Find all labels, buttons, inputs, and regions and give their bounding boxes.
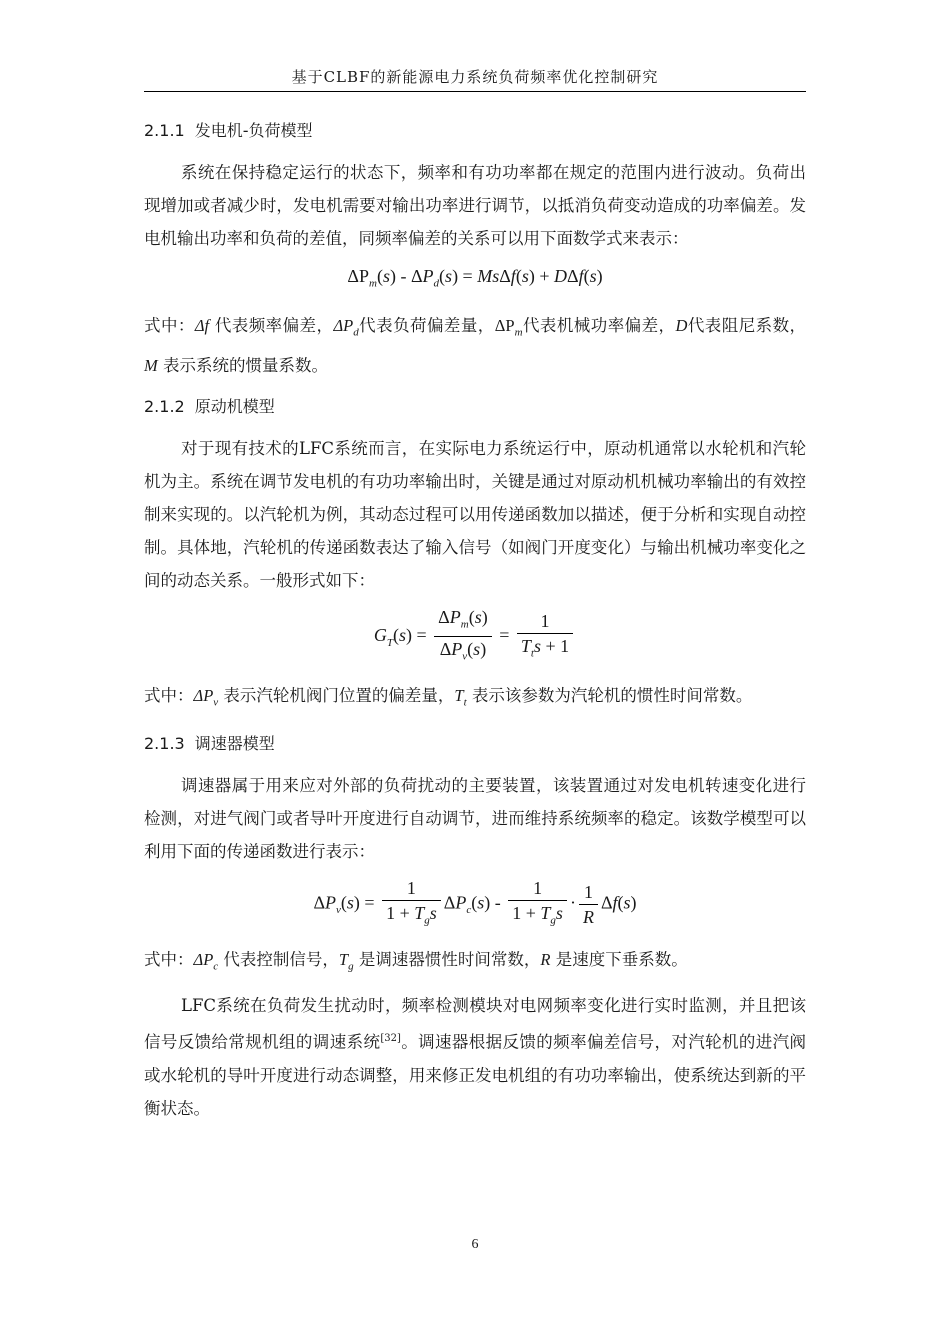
page-body bbox=[144, 112, 806, 1125]
section-title: 原动机模型 bbox=[194, 396, 275, 416]
section-number: 2.1.2 bbox=[144, 396, 185, 416]
equation-governor: $\Delta P_v(s)$ = $\frac{1}{1 + T_gs}$ $\Delta P_c(s)$ - $\frac{1}{1 + T_gs}$ · $\frac{1}{R}$ Δf(s) bbox=[313, 878, 637, 928]
section-title: 调速器模型 bbox=[194, 734, 275, 754]
where-paragraph: 式中：$\Delta P_c$ 代表控制信号，$T_g$ 是调速器惯性时间常数，R 是速度下垂系数。 bbox=[144, 949, 688, 973]
paragraph: 调速器属于用来应对外部的负荷扰动的主要装置，该装置通过对发电机转速变化进行检测，对进气阀门或者导叶开度进行自动调节，进而维持系统频率的稳定。该数学模型可以利用下面的传递函数进行表示： bbox=[144, 776, 806, 862]
paragraph: 对于现有技术的LFC系统而言，在实际电力系统运行中，原动机通常以水轮机和汽轮机为主。系统在调节发电机的有功功率输出时，关键是通过对原动机机械功率输出的有效控制来实现的。以汽轮机为例，其动态过程可以用传递函数加以描述，便于分析和实现自动控制。具体地，汽轮机的传递函数表达了输入信号（如阀门开度变化）与输出机械功率变化之间的动态关系。一般形式如下： bbox=[144, 438, 806, 590]
section-title: 发电机-负荷模型 bbox=[194, 121, 313, 140]
section-heading-2-1-1 bbox=[144, 118, 806, 144]
section-heading-2-1-3 bbox=[144, 731, 806, 757]
running-header: 基于CLBF的新能源电力系统负荷频率优化控制研究 bbox=[291, 68, 659, 86]
equation-turbine: $G_T(s)$ = $\frac{\Delta P_m(s)}{\Delta P_v(s)}$ = $\frac{1}{T_ts + 1}$ bbox=[144, 605, 806, 669]
where-paragraph: 式中：$\Delta P_v$ 表示汽轮机阀门位置的偏差量，$T_t$ 表示该参数为汽轮机的惯性时间常数。 bbox=[144, 686, 753, 709]
section-number: 2.1.3 bbox=[144, 734, 185, 754]
equation-generator-load: $\Delta P_m(s) - \Delta P_d(s) = Ms\Delta f(s) + D\Delta f(s)$ bbox=[347, 266, 603, 290]
citation: [32] bbox=[380, 1033, 401, 1045]
paragraph: LFC系统在负荷发生扰动时，频率检测模块对电网频率变化进行实时监测，并且把该信号反馈给常规机组的调速系统[32]。调速器根据反馈的频率偏差信号，对汽轮机的进汽阀或水轮机的导叶开度进行动态调整，用来修正发电机组的有功功率输出，使系统达到新的平衡状态。 bbox=[144, 996, 807, 1118]
section-heading-2-1-2 bbox=[144, 394, 806, 420]
page-number: 6 bbox=[471, 1237, 479, 1252]
paragraph: 系统在保持稳定运行的状态下，频率和有功功率都在规定的范围内进行波动。负荷出现增加或者减少时，发电机需要对输出功率进行调节，以抵消负荷变动造成的功率偏差。发电机输出功率和负荷的差值，同频率偏差的关系可以用下面数学式来表示： bbox=[144, 163, 806, 248]
where-paragraph: 式中：Δf 代表频率偏差，$\Delta P_d$代表负荷偏差量，$\Delta P_m$代表机械功率偏差，D代表阻尼系数，M 表示系统的惯量系数。 bbox=[144, 315, 807, 375]
header-rule bbox=[144, 91, 806, 92]
section-number: 2.1.1 bbox=[144, 121, 185, 140]
